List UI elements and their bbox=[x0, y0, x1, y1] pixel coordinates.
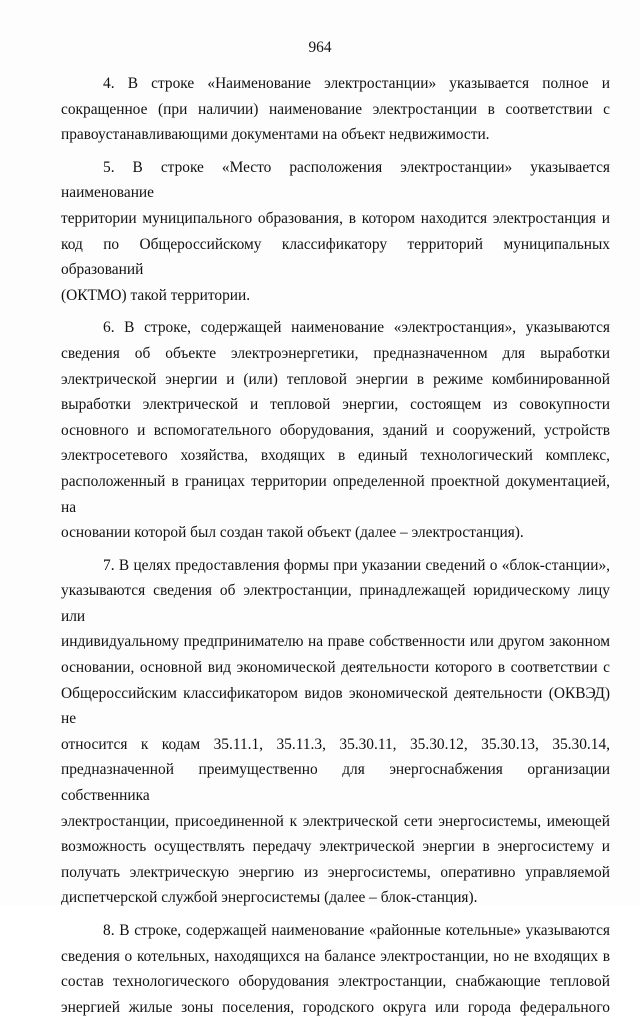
paragraph-4 bbox=[61, 71, 610, 148]
paragraph-line: электрической энергии и (или) тепловой энергии в режиме комбинированной bbox=[61, 370, 610, 388]
document-body bbox=[61, 71, 610, 1027]
paragraph-line: энергией жилые зоны поселения, городского округа или города федерального bbox=[61, 998, 610, 1016]
paragraph-line: 7. В целях предоставления формы при указании сведений о «блок-станции», bbox=[103, 556, 610, 574]
paragraph-6 bbox=[61, 315, 610, 545]
paragraph-line: расположенный в границах территории определенной проектной документацией, на bbox=[61, 472, 610, 516]
paragraph-line: электростанции, присоединенной к электрической сети энергосистемы, имеющей bbox=[61, 812, 610, 830]
paragraph-line: правоустанавливающими документами на объект недвижимости. bbox=[61, 126, 490, 144]
paragraph-line: код по Общероссийскому классификатору территорий муниципальных образований bbox=[61, 235, 610, 279]
paragraph-line: сведения об объекте электроэнергетики, предназначенном для выработки bbox=[61, 344, 610, 362]
paragraph-line: сведения о котельных, находящихся на балансе электростанции, но не входящих в bbox=[61, 947, 610, 965]
paragraph-line: выработки электрической и тепловой энергии, состоящем из совокупности bbox=[61, 396, 610, 414]
paragraph-line: 4. В строке «Наименование электростанции» указывается полное и bbox=[103, 75, 610, 92]
paragraph-7 bbox=[61, 553, 610, 911]
paragraph-line: 5. В строке «Место расположения электростанции» указывается наименование bbox=[61, 158, 610, 202]
paragraph-line: основании которой был создан такой объект (далее – электростанция). bbox=[61, 524, 524, 542]
paragraph-line: 6. В строке, содержащей наименование «электростанция», указываются bbox=[103, 319, 610, 337]
paragraph-5 bbox=[61, 155, 610, 309]
paragraph-line: Общероссийским классификатором видов экономической деятельности (ОКВЭД) не bbox=[61, 684, 610, 728]
paragraph-line: получать электрическую энергию из энергосистемы, оперативно управляемой bbox=[61, 863, 610, 881]
paragraph-line: основного и вспомогательного оборудования, зданий и сооружений, устройств bbox=[61, 421, 610, 439]
paragraph-line: электросетевого хозяйства, входящих в единый технологический комплекс, bbox=[61, 447, 610, 465]
paragraph-line: предназначенной преимущественно для энергоснабжения организации собственника bbox=[61, 761, 610, 805]
paragraph-line: индивидуальному предпринимателю на праве собственности или другом законном bbox=[61, 633, 610, 651]
paragraph-line: (ОКТМО) такой территории. bbox=[61, 286, 251, 304]
paragraph-8 bbox=[61, 918, 610, 1020]
paragraph-line: состав технологического оборудования электростанции, снабжающие тепловой bbox=[61, 973, 610, 991]
paragraph-line: относится к кодам 35.11.1, 35.11.3, 35.30.11, 35.30.12, 35.30.13, 35.30.14, bbox=[61, 735, 610, 753]
paragraph-line: территории муниципального образования, в котором находится электростанция и bbox=[61, 209, 610, 227]
paragraph-line: возможность осуществлять передачу электрической энергии в энергосистему и bbox=[61, 838, 610, 856]
paragraph-line: основании, основной вид экономической деятельности которого в соответствии с bbox=[61, 659, 610, 677]
paragraph-line: указываются сведения об электростанции, принадлежащей юридическому лицу или bbox=[61, 582, 610, 625]
paragraph-line: сокращенное (при наличии) наименование электростанции в соответствии с bbox=[61, 100, 610, 118]
paragraph-line: 8. В строке, содержащей наименование «районные котельные» указываются bbox=[103, 922, 610, 939]
page-number: 964 bbox=[308, 39, 332, 56]
paragraph-line: диспетчерской службой энергосистемы (далее – блок-станция). bbox=[61, 889, 478, 907]
